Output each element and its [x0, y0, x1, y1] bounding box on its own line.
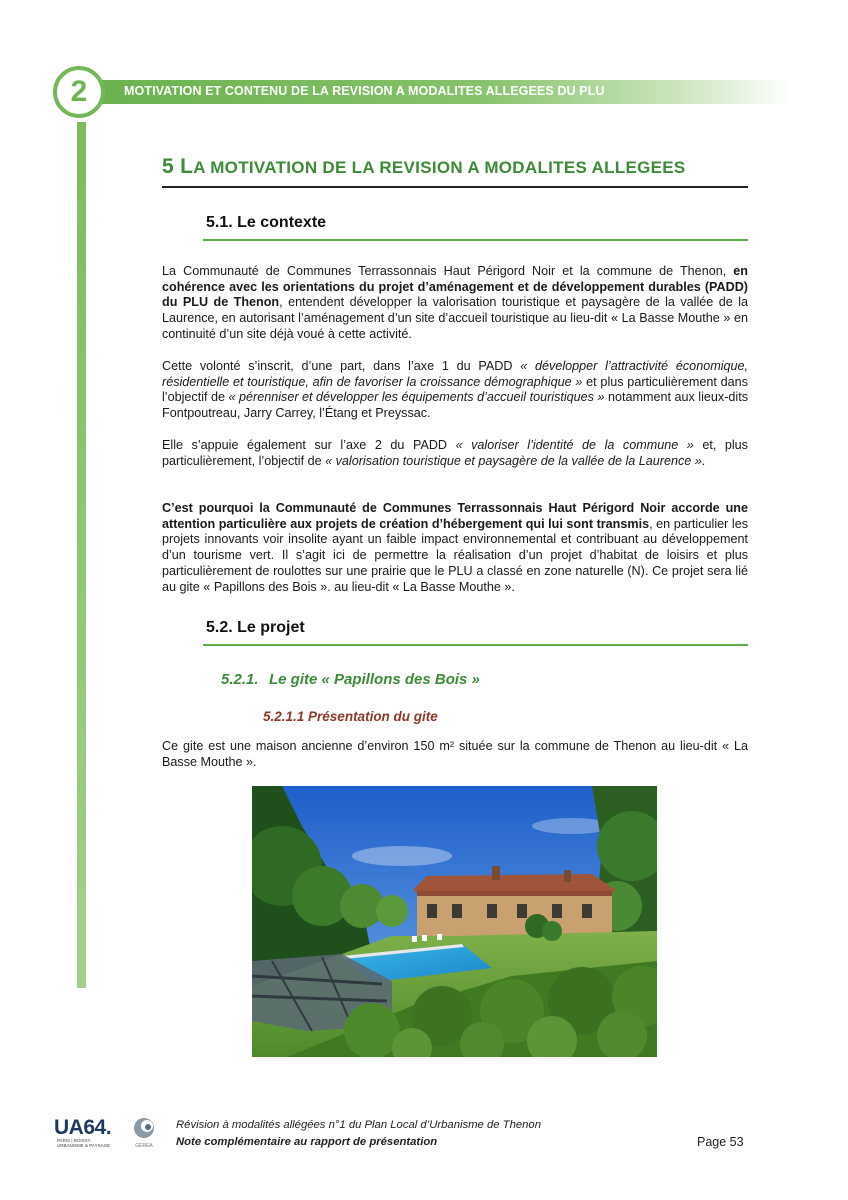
- text-run: , entendent développer la valorisation touristique et paysagère de la vallée de la Laurence, en autorisant l’aménagement d’un site d’accueil touristique au lieu-dit « La Basse Mouthe » en continuité d’un site déjà voué à cette activité.: [162, 295, 748, 341]
- paragraph-context-2: [162, 359, 748, 422]
- bold-run: C’est pourquoi la Communauté de Communes Terrassonnais Haut Périgord Noir accorde une attention particulière aux projets de création d’hébergement qui lui sont transmis: [162, 501, 748, 531]
- text-run: , en particulier les projets innovants voir insolite ayant un faible impact environnemental et contribuant au développement d’un tourisme vert. Il s’agit ici de permettre la réalisation d’un projet d’habitat de loisirs et plus particulièrement de roulottes sur une prairie que le PLU a classé en zone naturelle (N). Ce projet sera lié au gite « Papillons des Bois ». au lieu-dit « La Basse Mouthe ».: [162, 516, 748, 594]
- gerea-logo-icon: [130, 1116, 158, 1150]
- paragraph-gite: [162, 739, 748, 770]
- footer-document-title: Révision à modalités allégées n°1 du Plan Local d’Urbanisme de Thenon: [176, 1119, 541, 1131]
- paragraph-context-1: [162, 264, 748, 343]
- italic-run: « pérenniser et développer les équipements d’accueil touristiques »: [228, 390, 605, 405]
- section-title-prefix: 5 L: [162, 155, 194, 178]
- ua64-logo-subtitle: [57, 1138, 117, 1148]
- paragraph-context-4: [162, 501, 748, 595]
- text-run: .: [701, 453, 706, 468]
- footer-document-subtitle: Note complémentaire au rapport de présentation: [176, 1136, 438, 1148]
- page-number: Page 53: [697, 1135, 744, 1149]
- italic-run: « valoriser l’identité de la commune »: [455, 438, 694, 452]
- text-run: et plus particulièrement dans l’objectif de: [162, 374, 748, 405]
- subsection-title-context: 5.1. Le contexte: [206, 214, 327, 231]
- subsection-title-project: 5.2. Le projet: [206, 619, 305, 636]
- italic-run: « valorisation touristique et paysagère de la vallée de la Laurence »: [325, 453, 702, 468]
- section-title: [162, 155, 748, 179]
- heading-presentation-gite: 5.2.1.1 Présentation du gite: [263, 709, 438, 724]
- chapter-side-bar: [77, 122, 86, 988]
- text-run: notamment aux lieux-dits Fontpoutreau, Jarry Carrey, l’Étang et Preyssac.: [162, 390, 748, 421]
- subsubsection-title: [221, 671, 480, 688]
- bold-run: en cohérence avec les orientations du projet d’aménagement et de développement durables (PADD) du PLU de Thenon: [162, 264, 748, 310]
- paragraph-context-3: [162, 438, 748, 469]
- section-rule: [162, 186, 748, 188]
- subsubsection-label: Le gite « Papillons des Bois »: [269, 671, 480, 688]
- text-run: Elle s’appuie également sur l’axe 2 du PADD: [162, 438, 456, 452]
- text-run: Cette volonté s’inscrit, d’une part, dans l’axe 1 du PADD: [162, 359, 521, 373]
- ua64-logo: UA64.: [54, 1116, 112, 1139]
- ua64-logo-subtitle-2: URBANISME & PAYSAGE: [57, 1143, 111, 1148]
- subsection-rule-context: [203, 239, 748, 241]
- gerea-logo-text: GEREA: [135, 1143, 153, 1149]
- text-run: Ce gite est une maison ancienne d’environ 150 m² située sur la commune de Thenon au lieu-dit « La Basse Mouthe ».: [162, 739, 748, 769]
- subsubsection-number: 5.2.1.: [221, 671, 259, 688]
- subsection-rule-project: [203, 644, 748, 646]
- text-run: et, plus particulièrement, l’objectif de: [162, 438, 748, 468]
- section-title-rest: A MOTIVATION DE LA REVISION A MODALITES ALLEGEES: [193, 158, 686, 177]
- chapter-number: 2: [70, 75, 88, 108]
- italic-run: « développer l’attractivité économique, résidentielle et touristique, afin de favoriser la croissance démographique »: [162, 359, 748, 389]
- gite-photo: [252, 786, 657, 1057]
- ua64-logo-subtitle-1: PARIS | BOISSY: [57, 1138, 91, 1143]
- chapter-banner-title: MOTIVATION ET CONTENU DE LA REVISION A MODALITES ALLEGEES DU PLU: [124, 84, 605, 98]
- text-run: La Communauté de Communes Terrassonnais Haut Périgord Noir et la commune de Thenon,: [162, 264, 734, 278]
- gerea-logo: [130, 1116, 158, 1150]
- chapter-banner: [100, 80, 790, 104]
- chapter-number-badge: [53, 66, 105, 118]
